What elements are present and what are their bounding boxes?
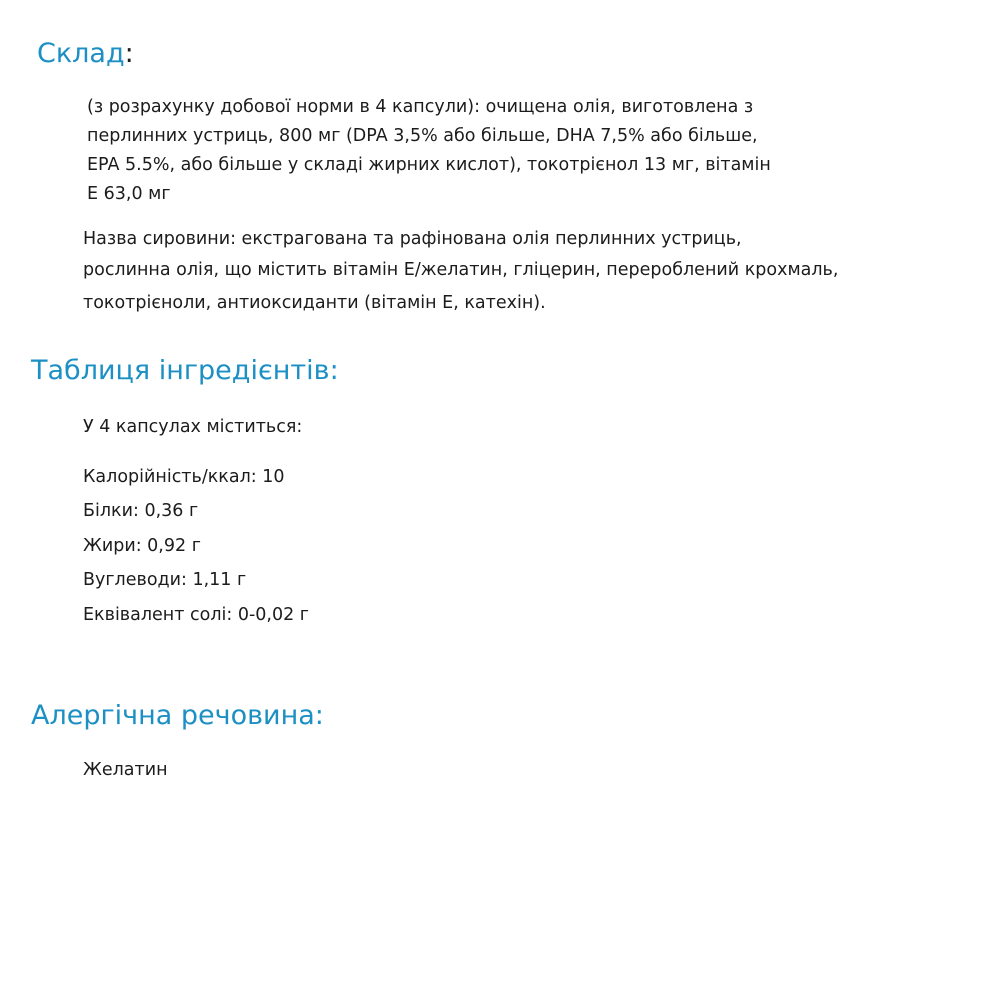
composition-heading-colon: : — [124, 38, 134, 69]
nutrient-item-protein: Білки: 0,36 г — [83, 501, 199, 522]
nutrient-item-carbohydrates: Вуглеводи: 1,11 г — [83, 570, 247, 591]
composition-line: перлинних устриць, 800 мг (DPA 3,5% або більше, DHA 7,5% або більше, — [87, 126, 758, 146]
composition-line: (з розрахунку добової норми в 4 капсули): очищена олія, виготовлена з — [87, 97, 754, 117]
allergen-text: Желатин — [83, 760, 168, 780]
nutrient-item-salt: Еквівалент солі: 0-0,02 г — [83, 604, 309, 625]
composition-text — [87, 93, 987, 209]
raw-materials-line: Назва сировини: екстрагована та рафінована олія перлинних устриць, — [83, 229, 742, 249]
nutrients-list — [83, 462, 309, 634]
nutrient-item-calories: Калорійність/ккал: 10 — [83, 467, 285, 487]
composition-heading-text: Склад — [37, 38, 125, 69]
composition-heading — [37, 38, 134, 70]
raw-materials-line: рослинна олія, що містить вітамін E/желатин, гліцерин, перероблений крохмаль, — [83, 260, 839, 280]
nutrient-item-fat: Жири: 0,92 г — [83, 535, 201, 556]
raw-materials-line: токотрієноли, антиоксиданти (вітамін E, катехін). — [83, 293, 546, 313]
composition-line: E 63,0 мг — [87, 184, 171, 204]
raw-materials-text — [83, 224, 1000, 319]
ingredients-table-heading: Таблиця інгредієнтів: — [31, 355, 339, 386]
ingredients-intro: У 4 капсулах міститься: — [83, 417, 303, 437]
allergen-heading: Алергічна речовина: — [31, 700, 324, 731]
composition-line: EPA 5.5%, або більше у складі жирних кислот), токотрієнол 13 мг, вітамін — [87, 155, 771, 175]
